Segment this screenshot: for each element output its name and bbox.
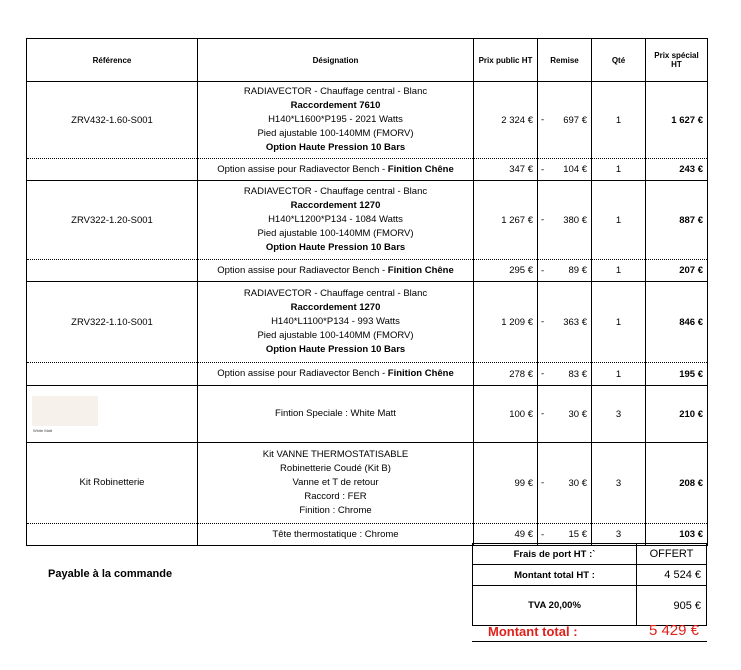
prix-special-cell: 210 €	[646, 386, 708, 443]
option-text: Option assise pour Radiavector Bench -	[217, 264, 388, 276]
remise-cell	[538, 181, 592, 260]
prix-special-cell: 243 €	[646, 159, 708, 181]
remise-value: 89 €	[568, 265, 587, 276]
header-designation: Désignation	[198, 39, 474, 82]
shipping-row	[473, 544, 707, 565]
remise-dash: -	[541, 477, 545, 489]
designation-cell: Tête thermostatique : Chrome	[198, 524, 474, 546]
remise-dash: -	[541, 164, 545, 175]
qte-cell: 1	[592, 159, 646, 181]
option-text: Option assise pour Radiavector Bench -	[217, 368, 388, 379]
qte-cell: 1	[592, 82, 646, 159]
designation-line: H140*L1100*P134 - 993 Watts	[271, 316, 400, 327]
remise-value: 697 €	[563, 114, 587, 126]
option-finish: Finition Chêne	[387, 163, 454, 175]
swatch-caption: White Matt	[33, 427, 53, 433]
reference-cell: Kit Robinetterie	[27, 443, 198, 524]
table-row	[27, 282, 708, 363]
prix-public-cell: 99 €	[474, 443, 538, 524]
remise-cell	[538, 443, 592, 524]
prix-special-cell: 1 627 €	[646, 82, 708, 159]
quote-sheet	[26, 38, 707, 546]
option-finish: Finition Chêne	[387, 264, 454, 276]
qte-cell: 1	[592, 363, 646, 386]
reference-cell-empty	[27, 524, 198, 546]
subtotal-row	[473, 565, 707, 586]
grand-total-label: Montant total :	[488, 624, 578, 639]
qte-cell: 3	[592, 524, 646, 546]
payment-terms: Payable à la commande	[48, 568, 173, 580]
header-remise: Remise	[538, 39, 592, 82]
designation-line: Pied ajustable 100-140MM (FMORV)	[257, 330, 414, 341]
designation-line: Option Haute Pression 10 Bars	[265, 344, 406, 355]
reference-cell-empty	[27, 363, 198, 386]
remise-value: 15 €	[568, 529, 587, 540]
remise-cell	[538, 282, 592, 363]
table-row	[27, 443, 708, 524]
prix-special-cell: 208 €	[646, 443, 708, 524]
designation-line: Pied ajustable 100-140MM (FMORV)	[257, 228, 414, 239]
qte-cell: 1	[592, 260, 646, 282]
qte-cell: 3	[592, 443, 646, 524]
reference-cell: ZRV432-1.60-S001	[27, 82, 198, 159]
qte-cell: 1	[592, 282, 646, 363]
white-matt-swatch	[32, 396, 98, 426]
table-row-option	[27, 363, 708, 386]
designation-line: Raccordement 7610	[290, 100, 381, 111]
header-reference: Référence	[27, 39, 198, 82]
remise-cell	[538, 386, 592, 443]
designation-line: Vanne et T de retour	[292, 477, 379, 488]
remise-value: 363 €	[563, 316, 587, 328]
reference-cell: ZRV322-1.20-S001	[27, 181, 198, 260]
prix-special-cell: 207 €	[646, 260, 708, 282]
remise-value: 104 €	[563, 164, 587, 175]
prix-public-cell: 295 €	[474, 260, 538, 282]
quote-table	[26, 38, 708, 546]
option-text: Option assise pour Radiavector Bench -	[217, 163, 388, 175]
designation-cell	[198, 181, 474, 260]
shipping-value: OFFERT	[637, 544, 707, 565]
designation-line: H140*L1600*P195 - 2021 Watts	[268, 114, 403, 125]
remise-value: 30 €	[568, 408, 587, 420]
remise-value: 30 €	[568, 477, 587, 489]
grand-total	[472, 621, 707, 642]
prix-public-cell: 1 209 €	[474, 282, 538, 363]
designation-cell: Fintion Speciale : White Matt	[198, 386, 474, 443]
remise-cell	[538, 260, 592, 282]
prix-public-cell: 2 324 €	[474, 82, 538, 159]
designation-line: RADIAVECTOR - Chauffage central - Blanc	[243, 288, 428, 299]
header-prix-public: Prix public HT	[474, 39, 538, 82]
prix-public-cell: 49 €	[474, 524, 538, 546]
prix-special-cell: 103 €	[646, 524, 708, 546]
table-row-option	[27, 159, 708, 181]
tax-label: TVA 20,00%	[473, 586, 637, 626]
designation-line: Option Haute Pression 10 Bars	[265, 142, 406, 153]
designation-line: Finition : Chrome	[299, 505, 372, 516]
remise-cell	[538, 82, 592, 159]
designation-line: Kit VANNE THERMOSTATISABLE	[262, 449, 409, 460]
designation-cell	[198, 159, 474, 181]
remise-dash: -	[541, 408, 545, 420]
subtotal-label: Montant total HT :	[473, 565, 637, 586]
designation-line: Raccordement 1270	[290, 302, 381, 313]
table-header	[27, 39, 708, 82]
remise-dash: -	[541, 368, 545, 380]
header-prix-special: Prix spécial HT	[646, 39, 708, 82]
shipping-label: Frais de port HT :`	[473, 544, 637, 565]
remise-value: 380 €	[563, 214, 587, 226]
table-row-option	[27, 260, 708, 282]
prix-public-cell: 1 267 €	[474, 181, 538, 260]
designation-line: RADIAVECTOR - Chauffage central - Blanc	[243, 86, 428, 97]
remise-dash: -	[541, 214, 545, 226]
prix-special-cell: 195 €	[646, 363, 708, 386]
designation-line: Raccordement 1270	[290, 200, 381, 211]
designation-line: Raccord : FER	[304, 491, 367, 502]
remise-dash: -	[541, 529, 545, 540]
prix-special-cell: 887 €	[646, 181, 708, 260]
reference-cell-empty	[27, 260, 198, 282]
designation-line: RADIAVECTOR - Chauffage central - Blanc	[243, 186, 428, 197]
qte-cell: 3	[592, 386, 646, 443]
table-row	[27, 386, 708, 443]
table-row	[27, 181, 708, 260]
designation-line: H140*L1200*P134 - 1084 Watts	[268, 214, 403, 225]
designation-cell	[198, 82, 474, 159]
remise-dash: -	[541, 316, 545, 328]
reference-cell-swatch	[27, 386, 198, 443]
totals-table	[472, 543, 707, 626]
designation-line: Pied ajustable 100-140MM (FMORV)	[257, 128, 414, 139]
designation-cell	[198, 443, 474, 524]
designation-cell	[198, 363, 474, 386]
remise-cell	[538, 363, 592, 386]
prix-public-cell: 278 €	[474, 363, 538, 386]
subtotal-value: 4 524 €	[637, 565, 707, 586]
designation-line: Robinetterie Coudé (Kit B)	[280, 463, 391, 474]
grand-total-value: 5 429 €	[648, 622, 699, 639]
remise-dash: -	[541, 265, 545, 276]
reference-cell-empty	[27, 159, 198, 181]
header-qte: Qté	[592, 39, 646, 82]
prix-public-cell: 100 €	[474, 386, 538, 443]
remise-cell	[538, 159, 592, 181]
remise-dash: -	[541, 114, 545, 126]
reference-cell: ZRV322-1.10-S001	[27, 282, 198, 363]
tax-row	[473, 586, 707, 626]
designation-line: Option Haute Pression 10 Bars	[265, 242, 406, 253]
prix-public-cell: 347 €	[474, 159, 538, 181]
prix-special-cell: 846 €	[646, 282, 708, 363]
tax-value: 905 €	[637, 586, 707, 626]
designation-cell	[198, 282, 474, 363]
option-finish: Finition Chêne	[387, 368, 454, 379]
remise-value: 83 €	[568, 368, 587, 380]
table-row	[27, 82, 708, 159]
designation-cell	[198, 260, 474, 282]
qte-cell: 1	[592, 181, 646, 260]
